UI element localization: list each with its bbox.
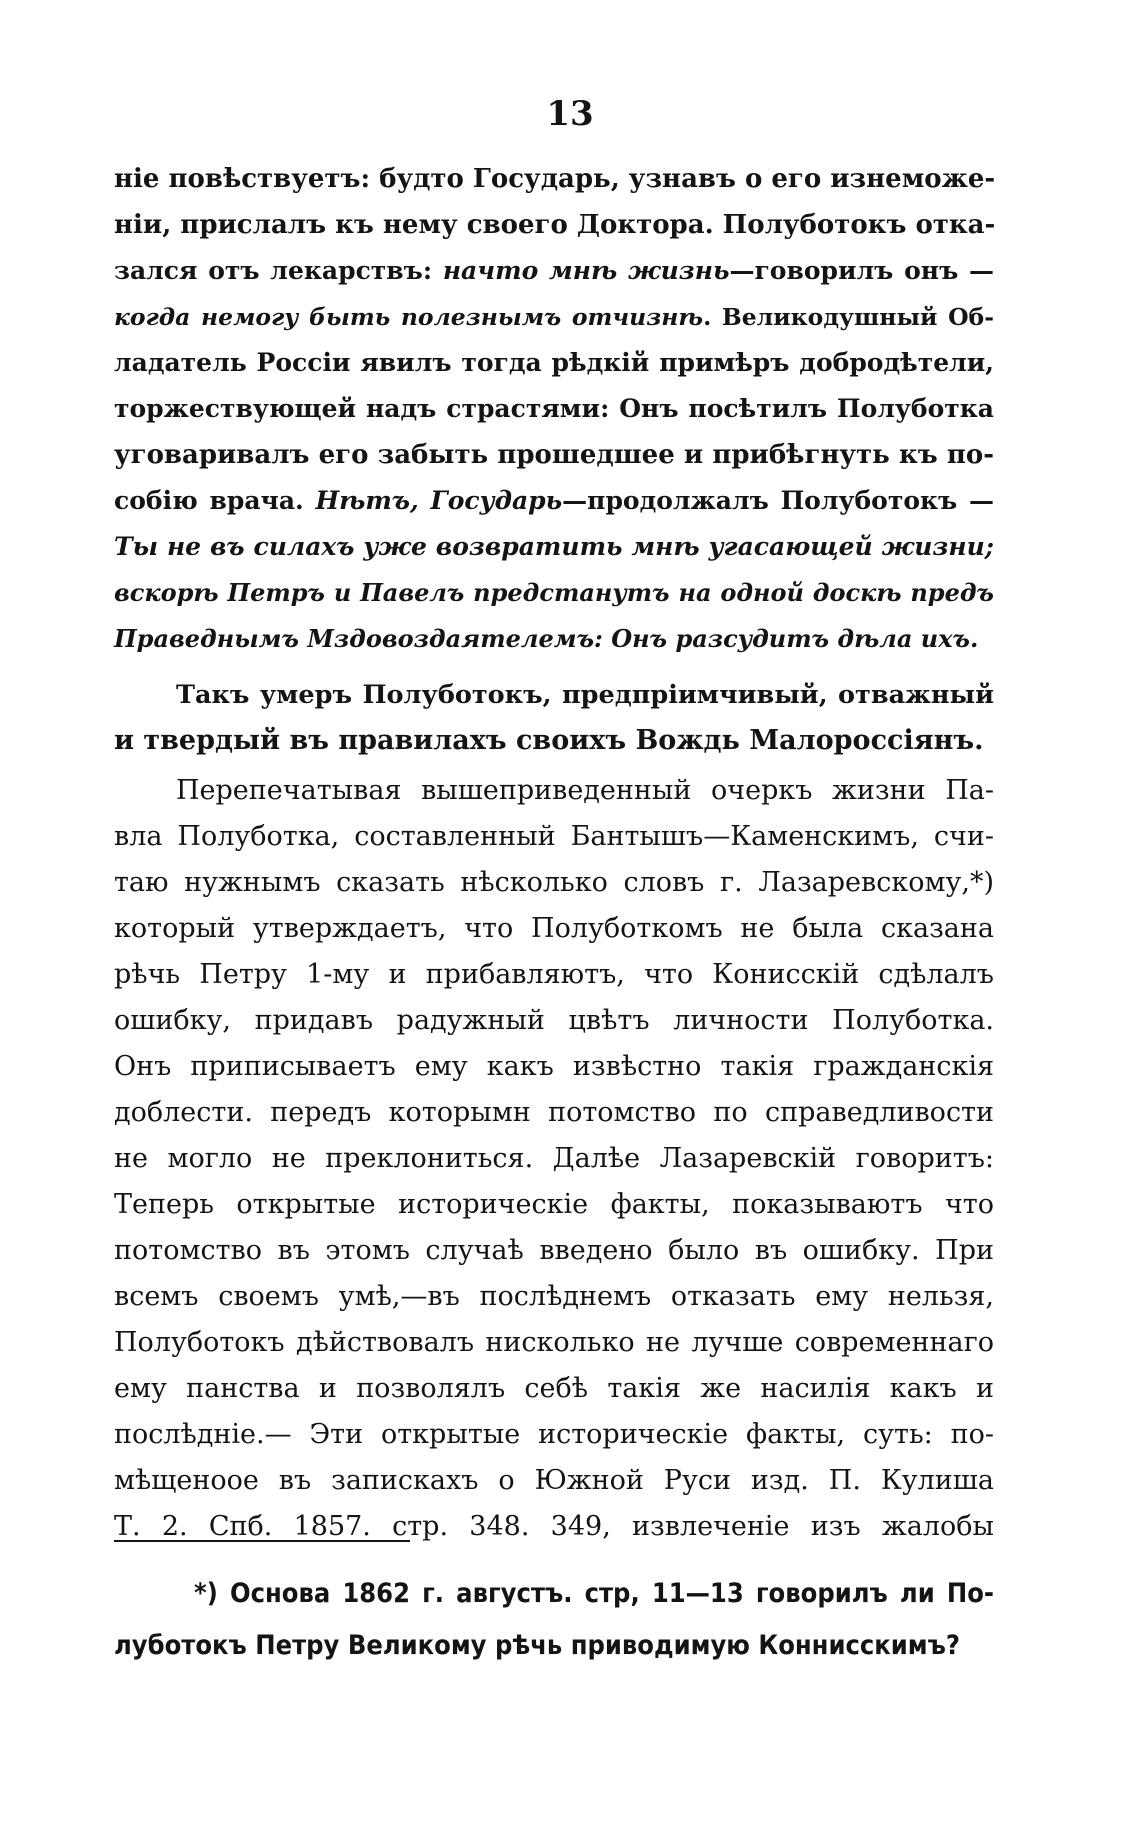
- text-run: —говорилъ онъ —: [729, 256, 994, 285]
- footnote-line: луботокъ Петру Великому рѣчь приводимую Коннисскимъ?: [114, 1630, 960, 1661]
- text-line: [114, 478, 994, 524]
- paragraph-1: [114, 156, 994, 662]
- paragraph-3: [114, 768, 994, 1550]
- text-line: торжествующей надъ страстями: Онъ посѣтилъ Полуботка: [114, 394, 994, 423]
- text-line: Теперь открытые историческіе факты, показываютъ что: [114, 1189, 994, 1220]
- text-line: [114, 248, 994, 294]
- text-line: который утверждаетъ, что Полуботкомъ не была сказана: [114, 913, 994, 944]
- text-line: Полуботокъ дѣйствовалъ нисколько не лучше современнаго: [114, 1327, 994, 1358]
- text-run: —продолжалъ Полуботокъ —: [562, 486, 994, 515]
- text-line: [114, 294, 994, 340]
- text-run: собію врача.: [114, 486, 316, 515]
- text-line: Праведнымъ Мздовоздаятелемъ: Онъ разсудитъ дѣла ихъ.: [114, 624, 979, 653]
- text-line: и твердый въ правилахъ своихъ Вождь Малороссіянъ.: [114, 725, 984, 756]
- text-line: доблести. передъ которымн потомство по справедливости: [114, 1097, 994, 1128]
- text-line: потомство въ этомъ случаѣ введено было въ ошибку. При: [114, 1235, 994, 1266]
- footnote-divider: [114, 1540, 410, 1542]
- footnote-line: *) Основа 1862 г. августъ. стр, 11—13 говорилъ ли По-: [194, 1578, 994, 1609]
- italic-run: начто мнѣ жизнь: [442, 256, 730, 285]
- text-run: зался отъ лекарствъ:: [114, 256, 443, 285]
- italic-run: Нѣтъ, Государь: [315, 486, 563, 515]
- text-line: ошибку, придавъ радужный цвѣтъ личности Полуботка.: [114, 1005, 994, 1036]
- text-line: всемъ своемъ умѣ,—въ послѣднемъ отказать ему нельзя,: [114, 1281, 994, 1312]
- text-line: мѣщеноое въ запискахъ о Южной Руси изд. П. Кулиша: [114, 1465, 994, 1496]
- text-line: Перепечатывая вышеприведенный очеркъ жизни Па-: [176, 775, 994, 806]
- text-line: Такъ умеръ Полуботокъ, предпріимчивый, отважный: [176, 680, 994, 710]
- text-line: Ты не въ силахъ уже возвратить мнѣ угасающей жизни;: [114, 532, 994, 561]
- paragraph-2: [114, 672, 994, 764]
- text-line: ему панства и позволялъ себѣ такія же насилія какъ и: [114, 1373, 994, 1404]
- text-line: таю нужнымъ сказать нѣсколько словъ г. Лазаревскому,*): [114, 867, 994, 898]
- text-line: ладатель Россіи явилъ тогда рѣдкій примѣръ добродѣтели,: [114, 348, 994, 377]
- text-line: не могло не преклониться. Далѣе Лазаревскій говоритъ:: [114, 1143, 994, 1174]
- text-line: послѣдніе.— Эти открытые историческіе факты, суть: по-: [114, 1419, 994, 1450]
- text-line: уговаривалъ его забыть прошедшее и прибѣгнуть къ по-: [114, 440, 994, 470]
- text-line: ніе повѣствуетъ: будто Государь, узнавъ о его изнеможе-: [114, 164, 996, 194]
- text-line: ніи, прислалъ къ нему своего Доктора. Полуботокъ отка-: [114, 210, 996, 240]
- text-run: . Великодушный Об-: [703, 303, 994, 331]
- text-line: Т. 2. Спб. 1857. стр. 348. 349, извлеченіе изъ жалобы: [114, 1511, 994, 1542]
- text-line: вла Полуботка, составленный Бантышъ—Каменскимъ, счи-: [114, 821, 994, 852]
- text-line: Онъ приписываетъ ему какъ извѣстно такія гражданскія: [114, 1051, 994, 1082]
- footnote: [114, 1568, 994, 1672]
- text-line: вскорѣ Петръ и Павелъ предстанутъ на одной доскѣ предъ: [114, 578, 994, 607]
- page-number: 13: [546, 94, 594, 134]
- italic-run: когда немогу быть полезнымъ отчизнѣ: [114, 303, 704, 331]
- text-line: рѣчь Петру 1-му и прибавляютъ, что Конисскій сдѣлалъ: [114, 959, 994, 990]
